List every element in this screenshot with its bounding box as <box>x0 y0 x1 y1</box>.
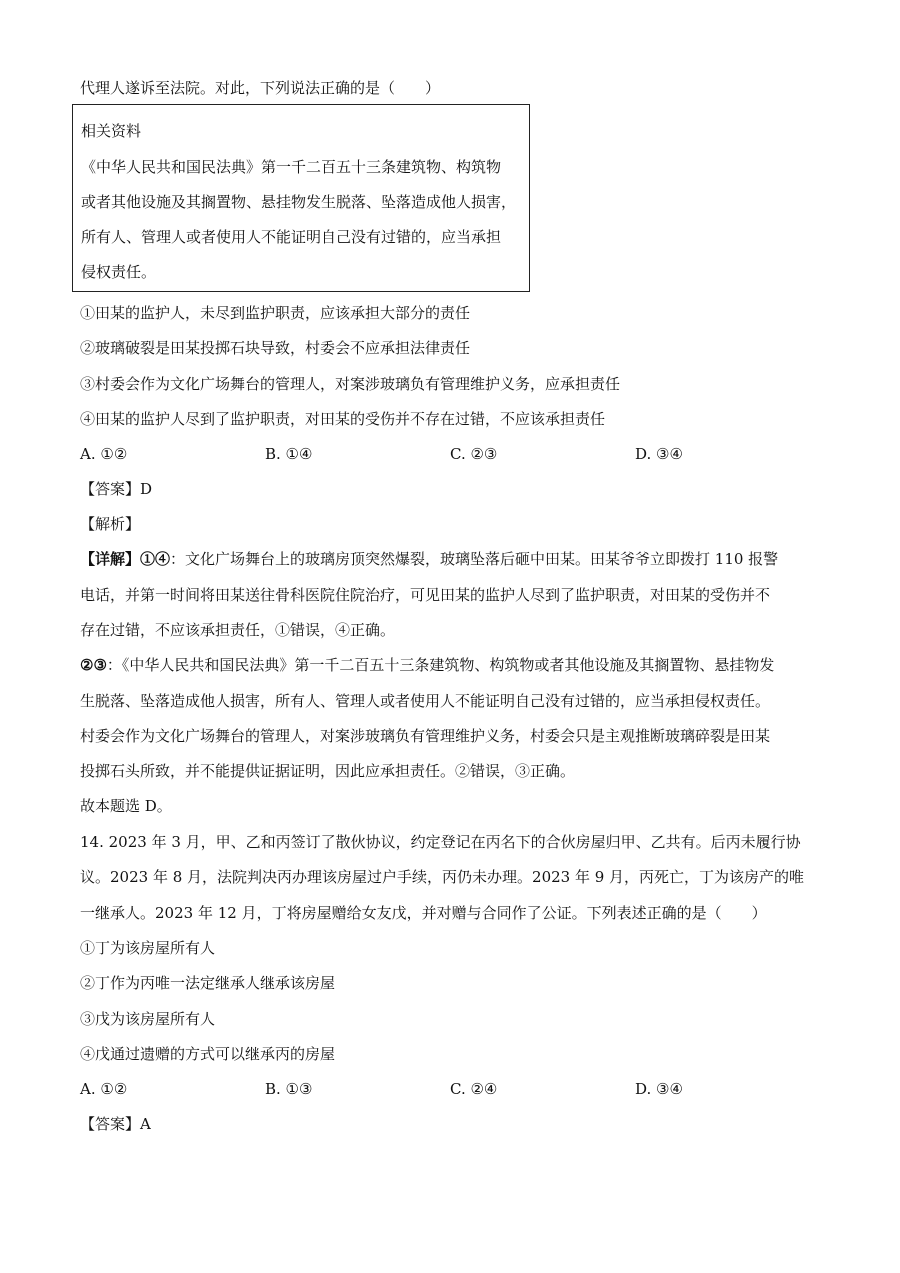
q13-detail2-line: 村委会作为文化广场舞台的管理人，对案涉玻璃负有管理维护义务，村委会只是主观推断玻璃碎裂是田某 <box>80 727 771 745</box>
q13-statement-1: ①田某的监护人，未尽到监护职责，应该承担大部分的责任 <box>80 304 471 322</box>
q13-detail-line: 存在过错，不应该承担责任，①错误，④正确。 <box>80 621 396 639</box>
intro-line: 代理人遂诉至法院。对此，下列说法正确的是（ ） <box>80 79 441 97</box>
q13-conclusion: 故本题选 D。 <box>80 797 172 815</box>
q14-answer: 【答案】A <box>80 1115 151 1133</box>
q13-analysis-label: 【解析】 <box>80 515 141 533</box>
q13-detail2-line: ②③：《中华人民共和国民法典》第一千二百五十三条建筑物、构筑物或者其他设施及其搁置物、悬挂物发 <box>80 656 775 674</box>
q13-statement-4: ④田某的监护人尽到了监护职责，对田某的受伤并不存在过错，不应该承担责任 <box>80 410 606 428</box>
q13-detail-line: 【详解】①④：文化广场舞台上的玻璃房顶突然爆裂，玻璃坠落后砸中田某。田某爷爷立即拨打 110 报警 <box>80 550 779 568</box>
q13-option-c: C. ②③ <box>450 445 498 463</box>
q14-stem-line: 议。2023 年 8 月，法院判决丙办理该房屋过户手续，丙仍未办理。2023 年 9 月，丙死亡，丁为该房产的唯 <box>80 868 805 886</box>
reference-line: 《中华人民共和国民法典》第一千二百五十三条建筑物、构筑物 <box>81 158 502 176</box>
q14-statement-1: ①丁为该房屋所有人 <box>80 939 216 957</box>
q13-option-b: B. ①④ <box>265 445 313 463</box>
q14-stem-line: 14. 2023 年 3 月，甲、乙和丙签订了散伙协议，约定登记在丙名下的合伙房屋归甲、乙共有。后丙未履行协 <box>80 833 801 851</box>
q13-detail-label: 【详解】①④ <box>80 550 171 568</box>
q14-option-c: C. ②④ <box>450 1080 498 1098</box>
q13-detail2-line: 投掷石头所致，并不能提供证据证明，因此应承担责任。②错误，③正确。 <box>80 762 576 780</box>
q13-detail2-line: 生脱落、坠落造成他人损害，所有人、管理人或者使用人不能证明自己没有过错的，应当承担侵权责任。 <box>80 692 771 710</box>
q13-answer: 【答案】D <box>80 480 153 498</box>
q13-option-d: D. ③④ <box>635 445 683 463</box>
reference-title: 相关资料 <box>81 122 142 140</box>
q14-option-b: B. ①③ <box>265 1080 313 1098</box>
q13-option-a: A. ①② <box>80 445 128 463</box>
q14-stem-line: 一继承人。2023 年 12 月，丁将房屋赠给女友戊，并对赠与合同作了公证。下列表述正确的是（ ） <box>80 904 767 922</box>
q14-statement-4: ④戊通过遗赠的方式可以继承丙的房屋 <box>80 1045 336 1063</box>
reference-line: 所有人、管理人或者使用人不能证明自己没有过错的，应当承担 <box>81 228 502 246</box>
reference-box <box>72 104 530 292</box>
q13-statement-2: ②玻璃破裂是田某投掷石块导致，村委会不应承担法律责任 <box>80 339 471 357</box>
q14-statement-3: ③戊为该房屋所有人 <box>80 1010 216 1028</box>
q13-detail-line: 电话，并第一时间将田某送往骨科医院住院治疗，可见田某的监护人尽到了监护职责，对田某的受伤并不 <box>80 586 771 604</box>
q14-statement-2: ②丁作为丙唯一法定继承人继承该房屋 <box>80 974 336 992</box>
reference-line: 侵权责任。 <box>81 263 157 281</box>
q13-statement-3: ③村委会作为文化广场舞台的管理人，对案涉玻璃负有管理维护义务，应承担责任 <box>80 375 621 393</box>
reference-line: 或者其他设施及其搁置物、悬挂物发生脱落、坠落造成他人损害， <box>81 193 517 211</box>
q14-option-d: D. ③④ <box>635 1080 683 1098</box>
q13-detail2-label: ②③ <box>80 656 107 674</box>
q14-option-a: A. ①② <box>80 1080 128 1098</box>
